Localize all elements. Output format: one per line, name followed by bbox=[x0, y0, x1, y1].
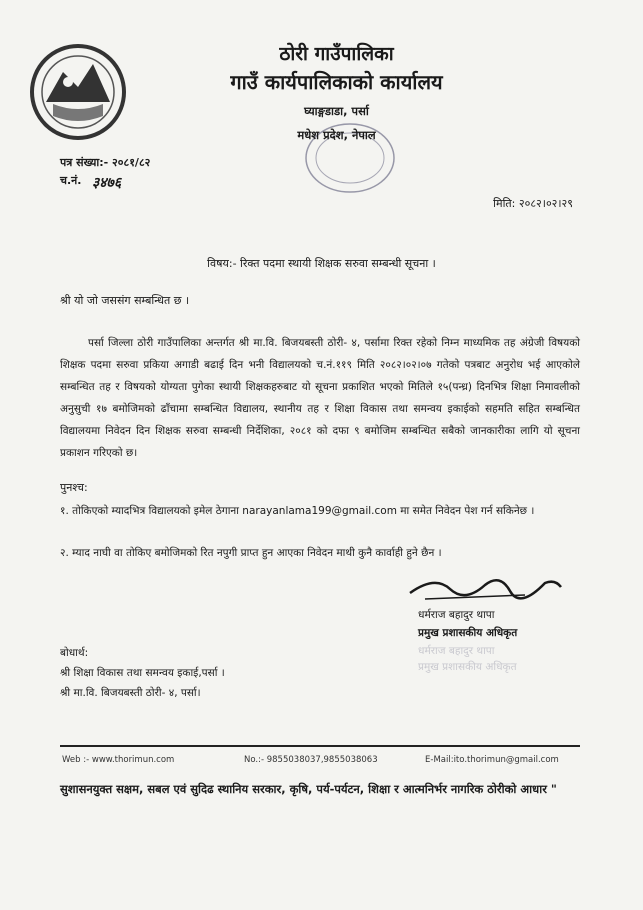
letter-date: मिति: २०८२।०२।२९ bbox=[493, 197, 573, 210]
office-name: गाउँ कार्यपालिकाको कार्यालय bbox=[230, 70, 443, 94]
cc-item-1: श्री शिक्षा विकास तथा समन्वय इकाई,पर्सा । bbox=[60, 667, 225, 679]
signature-scribble bbox=[405, 565, 565, 607]
faded-signatory-name: धर्मराज बहादुर थापा bbox=[418, 645, 495, 657]
faded-signatory-title: प्रमुख प्रशासकीय अधिकृत bbox=[418, 661, 517, 673]
subject-line: विषय:- रिक्त पदमा स्थायी शिक्षक सरुवा सम्बन्धी सूचना । bbox=[207, 257, 436, 270]
note-item-2: २. म्याद नाघी वा तोकिए बमोजिमको रित नपुगी प्राप्त हुन आएका निवेदन माथी कुनै कार्वाही हुने छैन । bbox=[60, 547, 442, 559]
cc-item-2: श्री मा.वि. बिजयबस्ती ठोरी- ४, पर्सा। bbox=[60, 687, 201, 699]
signatory-name: धर्मराज बहादुर थापा bbox=[418, 609, 495, 621]
signatory-title: प्रमुख प्रशासकीय अधिकृत bbox=[418, 627, 518, 639]
salutation: श्री यो जो जससंग सम्बन्धित छ । bbox=[60, 294, 190, 307]
chalani-label: च.नं. bbox=[60, 174, 82, 187]
address-line-1: घ्याङ्गडाडा, पर्सा bbox=[304, 104, 369, 118]
footer-phone: No.:- 9855038037,9855038063 bbox=[244, 755, 378, 765]
patra-sankhya: पत्र संख्या:- २०८१/८२ bbox=[60, 156, 151, 169]
footer-slogan: सुशासनयुक्त सक्षम, सबल एवं सुदिढ स्थानिय सरकार, कृषि, पर्य-पर्यटन, शिक्षा र आत्मनिर्भर नागरिक ठोरीको आधार " bbox=[60, 782, 557, 796]
footer-web: Web :- www.thorimun.com bbox=[62, 755, 175, 765]
chalani-number: ३४७६ bbox=[92, 175, 122, 191]
address-line-2: मधेश प्रदेश, नेपाल bbox=[297, 128, 376, 142]
footer-divider bbox=[60, 745, 580, 747]
footer-email: E-Mail:ito.thorimun@gmail.com bbox=[425, 755, 559, 765]
org-name: ठोरी गाउँपालिका bbox=[279, 43, 394, 65]
body-paragraph: पर्सा जिल्ला ठोरी गाउँपालिका अन्तर्गत श्री मा.वि. बिजयबस्ती ठोरी- ४, पर्सामा रिक्त रहेको निम्न माध्यमिक तह अंग्रेजी विषयको शिक्षक पदमा सरुवा प्रकिया अगाडी बढाई दिन भनी विद्यालयको च.नं.११९ मिति २०८२।०२।०७ गतेको पत्रबाट अनुरोध भई आएकोले सम्बन्धित तह र विषयको योग्यता पुगेका स्थायी शिक्षकहरुबाट यो सूचना प्रकाशित भएको मितिले १५(पन्ध्र) दिनभित्र शिक्षा निमावलीको अनुसुची १७ बमोजिमको ढाँचामा सम्बन्धित विद्यालय, स्थानीय तह र शिक्षा विकास तथा समन्वय इकाईको सहमति सहित सम्बन्धित विद्यालयमा निवेदन दिन शिक्षक सरुवा सम्बन्धी निर्देशिका, २०८१ को दफा ९ बमोजिम सम्बन्धित सबैको जानकारीका लागि यो सूचना प्रकाशन गरिएको छ। bbox=[60, 337, 580, 459]
cc-label: बोधार्थ: bbox=[60, 647, 89, 659]
notes-label: पुनश्च: bbox=[60, 481, 88, 494]
note-item-1: १. तोकिएको म्यादभित्र विद्यालयको इमेल ठेगाना narayanlama199@gmail.com मा समेत निवेदन पेश गर्न सकिनेछ । bbox=[60, 505, 535, 517]
